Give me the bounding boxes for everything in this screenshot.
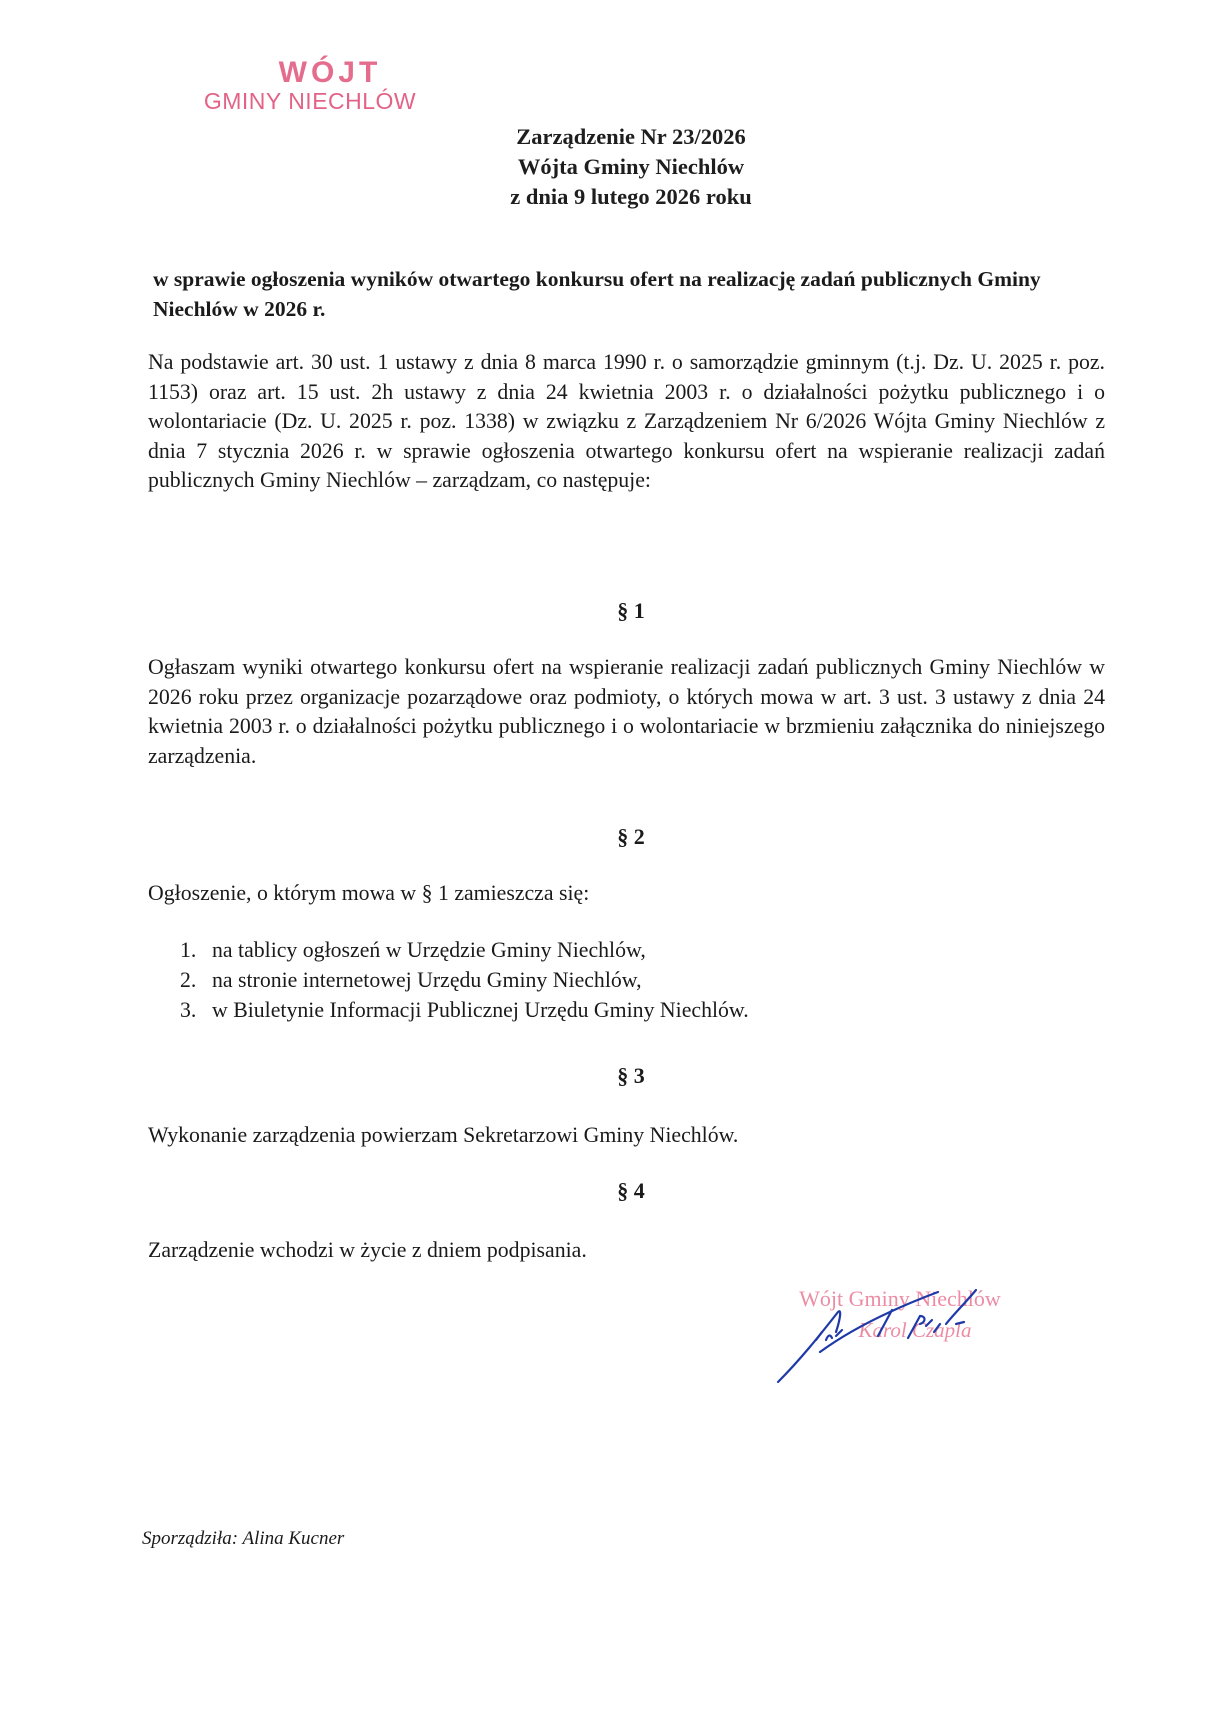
section-4-label: § 4 xyxy=(617,1178,645,1203)
list-item-text: na tablicy ogłoszeń w Urzędzie Gminy Niechlów, xyxy=(212,938,646,962)
document-heading xyxy=(0,122,1222,212)
document-subject: w sprawie ogłoszenia wyników otwartego konkursu ofert na realizację zadań publicznych Gminy Niechlów w 2026 r. xyxy=(153,267,1041,321)
section-1-text: Ogłaszam wyniki otwartego konkursu ofert na wspieranie realizacji zadań publicznych Gminy Niechlów w 2026 roku przez organizacje pozarządowe oraz podmioty, o których mowa w art. 3 ust. 3 ustawy z dnia 24 kwietnia 2003 r. o działalności pożytku publicznego i o wolontariacie w brzmieniu załącznika do niniejszego zarządzenia. xyxy=(148,655,1105,768)
section-2-text: Ogłoszenie, o którym mowa w § 1 zamieszcza się: xyxy=(148,881,590,905)
section-3-label: § 3 xyxy=(617,1063,645,1088)
publication-list xyxy=(180,935,749,1025)
heading-issuer: Wójta Gminy Niechlów xyxy=(517,154,745,179)
list-item xyxy=(180,965,749,995)
section-3-text: Wykonanie zarządzenia powierzam Sekretarzowi Gminy Niechlów. xyxy=(148,1123,739,1147)
signature-stamp-name: Karol Czapla xyxy=(858,1318,972,1342)
prepared-by-note: Sporządziła: Alina Kucner xyxy=(142,1528,345,1549)
signature-block xyxy=(770,1280,1030,1390)
heading-date: z dnia 9 lutego 2026 roku xyxy=(510,184,752,209)
section-4-text: Zarządzenie wchodzi w życie z dniem podpisania. xyxy=(148,1238,587,1262)
list-item-text: na stronie internetowej Urzędu Gminy Niechlów, xyxy=(212,968,642,992)
list-item xyxy=(180,995,749,1025)
section-2-label: § 2 xyxy=(617,824,645,849)
handwritten-signature-icon xyxy=(770,1280,1030,1390)
list-item-number: 3. xyxy=(180,998,197,1022)
signature-stamp-title: Wójt Gminy Niechlów xyxy=(799,1286,1001,1311)
list-item-text: w Biuletynie Informacji Publicznej Urzędu Gminy Niechlów. xyxy=(212,998,749,1022)
section-1-label: § 1 xyxy=(617,598,645,623)
stamp-line-1: WÓJT xyxy=(278,56,382,89)
stamp-line-2: GMINY NIECHLÓW xyxy=(203,88,417,114)
list-item xyxy=(180,935,749,965)
list-item-number: 2. xyxy=(180,968,197,992)
heading-title: Zarządzenie Nr 23/2026 xyxy=(516,124,746,149)
legal-basis-paragraph: Na podstawie art. 30 ust. 1 ustawy z dnia 8 marca 1990 r. o samorządzie gminnym (t.j. Dz. U. 2025 r. poz. 1153) oraz art. 15 ust. 2h ustawy z dnia 24 kwietnia 2003 r. o działalności pożytku publicznego i o wolontariacie (Dz. U. 2025 r. poz. 1338) w związku z Zarządzeniem Nr 6/2026 Wójta Gminy Niechlów z dnia 7 stycznia 2026 r. w sprawie ogłoszenia otwartego konkursu ofert na wspieranie realizacji zadań publicznych Gminy Niechlów – zarządzam, co następuje: xyxy=(148,350,1105,492)
official-stamp xyxy=(190,58,430,113)
list-item-number: 1. xyxy=(180,938,197,962)
